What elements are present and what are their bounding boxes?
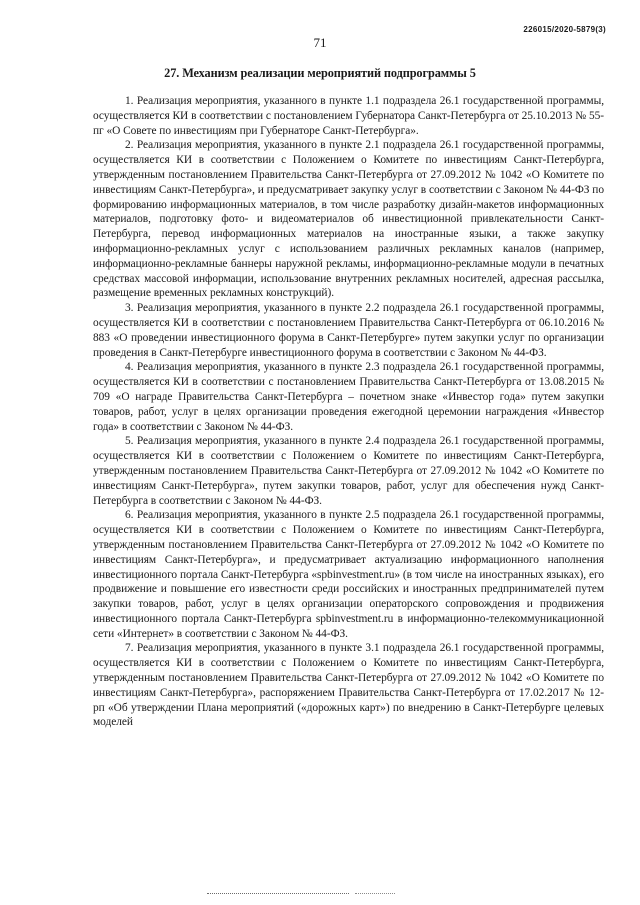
footer-dotted-line-short <box>355 893 395 894</box>
paragraph-1: 1. Реализация мероприятия, указанного в пункте 1.1 подраздела 26.1 государственной программы, осуществляется КИ в соответствии с постановлением Губернатора Санкт-Петербурга от 25.10.2013 № 55-пг «О Совете по инвестициям при Губернаторе Санкт-Петербурга». <box>93 95 604 137</box>
document-body <box>93 94 604 730</box>
footer-dotted-line <box>207 893 349 894</box>
page-number: 71 <box>313 35 327 50</box>
document-registration-number: 226015/2020-5879(3) <box>523 25 606 34</box>
section-title: 27. Механизм реализации мероприятий подпрограммы 5 <box>164 66 476 80</box>
paragraph-3: 3. Реализация мероприятия, указанного в пункте 2.2 подраздела 26.1 государственной программы, осуществляется КИ в соответствии с постановлением Правительства Санкт-Петербурга от 06.10.2016 № 883 «О проведении инвестиционного форума в Санкт-Петербурге» путем закупки услуг по организации проведения в Санкт-Петербурге инвестиционного форума в соответствии с Законом № 44-ФЗ. <box>93 302 604 359</box>
paragraph-5: 5. Реализация мероприятия, указанного в пункте 2.4 подраздела 26.1 государственной программы, осуществляется КИ в соответствии с Положением о Комитете по инвестициям Санкт-Петербурга, утвержденным постановлением Правительства Санкт-Петербурга от 27.09.2012 № 1042 «О Комитете по инвестициям Санкт-Петербурга», путем закупки товаров, работ, услуг для обеспечения нужд Санкт-Петербурга в соответствии с Законом № 44-ФЗ. <box>93 435 604 507</box>
paragraph-6: 6. Реализация мероприятия, указанного в пункте 2.5 подраздела 26.1 государственной программы, осуществляется КИ в соответствии с Положением о Комитете по инвестициям Санкт-Петербурга, утвержденным постановлением Правительства Санкт-Петербурга от 27.09.2012 № 1042 «О Комитете по инвестициям Санкт-Петербурга», и предусматривает актуализацию информационного наполнения инвестиционного портала Санкт-Петербурга «spbinvestment.ru» (в том числе на иностранных языках), его продвижение и повышение его известности среди российских и иностранных предпринимателей путем закупки товаров, работ, услуг в целях организации операторского сопровождения и продвижения инвестиционного портала Санкт-Петербурга spbinvestment.ru в информационно-телекоммуникационной сети «Интернет» в соответствии с Законом № 44-ФЗ. <box>93 509 604 640</box>
paragraph-2: 2. Реализация мероприятия, указанного в пункте 2.1 подраздела 26.1 государственной программы, осуществляется КИ в соответствии с Положением о Комитете по инвестициям Санкт-Петербурга, утвержденным постановлением Правительства Санкт-Петербурга от 27.09.2012 № 1042 «О Комитете по инвестициям Санкт-Петербурга», и предусматривает закупку услуг в соответствии с Законом № 44-ФЗ по формированию информационных материалов, в том числе разработку дизайн-макетов информационных материалов, подготовку фото- и видеоматериалов об инвестиционной привлекательности Санкт-Петербурга, перевод информационных материалов на иностранные языки, а также закупку информационно-рекламных услуг с использованием различных рекламных каналов (например, информационно-рекламные баннеры наружной рекламы, информационно-рекламные модули в печатных средствах массовой информации, использование внутренних рекламных носителей, адресная рассылка, размещение временных рекламных конструкций). <box>93 139 604 300</box>
paragraph-7: 7. Реализация мероприятия, указанного в пункте 3.1 подраздела 26.1 государственной программы, осуществляется КИ в соответствии с Положением о Комитете по инвестициям Санкт-Петербурга, утвержденным постановлением Правительства Санкт-Петербурга от 27.09.2012 № 1042 «О Комитете по инвестициям Санкт-Петербурга», распоряжением Правительства Санкт-Петербурга от 17.02.2017 № 12-рп «Об утверждении Плана мероприятий («дорожных карт») по внедрению в Санкт-Петербурге целевых моделей <box>93 642 604 729</box>
paragraph-4: 4. Реализация мероприятия, указанного в пункте 2.3 подраздела 26.1 государственной программы, осуществляется КИ в соответствии с постановлением Правительства Санкт-Петербурга от 13.08.2015 № 709 «О награде Правительства Санкт-Петербурга – почетном знаке «Инвестор года» путем закупки товаров, работ, услуг в целях организации проведения ежегодной церемонии награждения «Инвестор года» в соответствии с Законом № 44-ФЗ. <box>93 361 604 433</box>
